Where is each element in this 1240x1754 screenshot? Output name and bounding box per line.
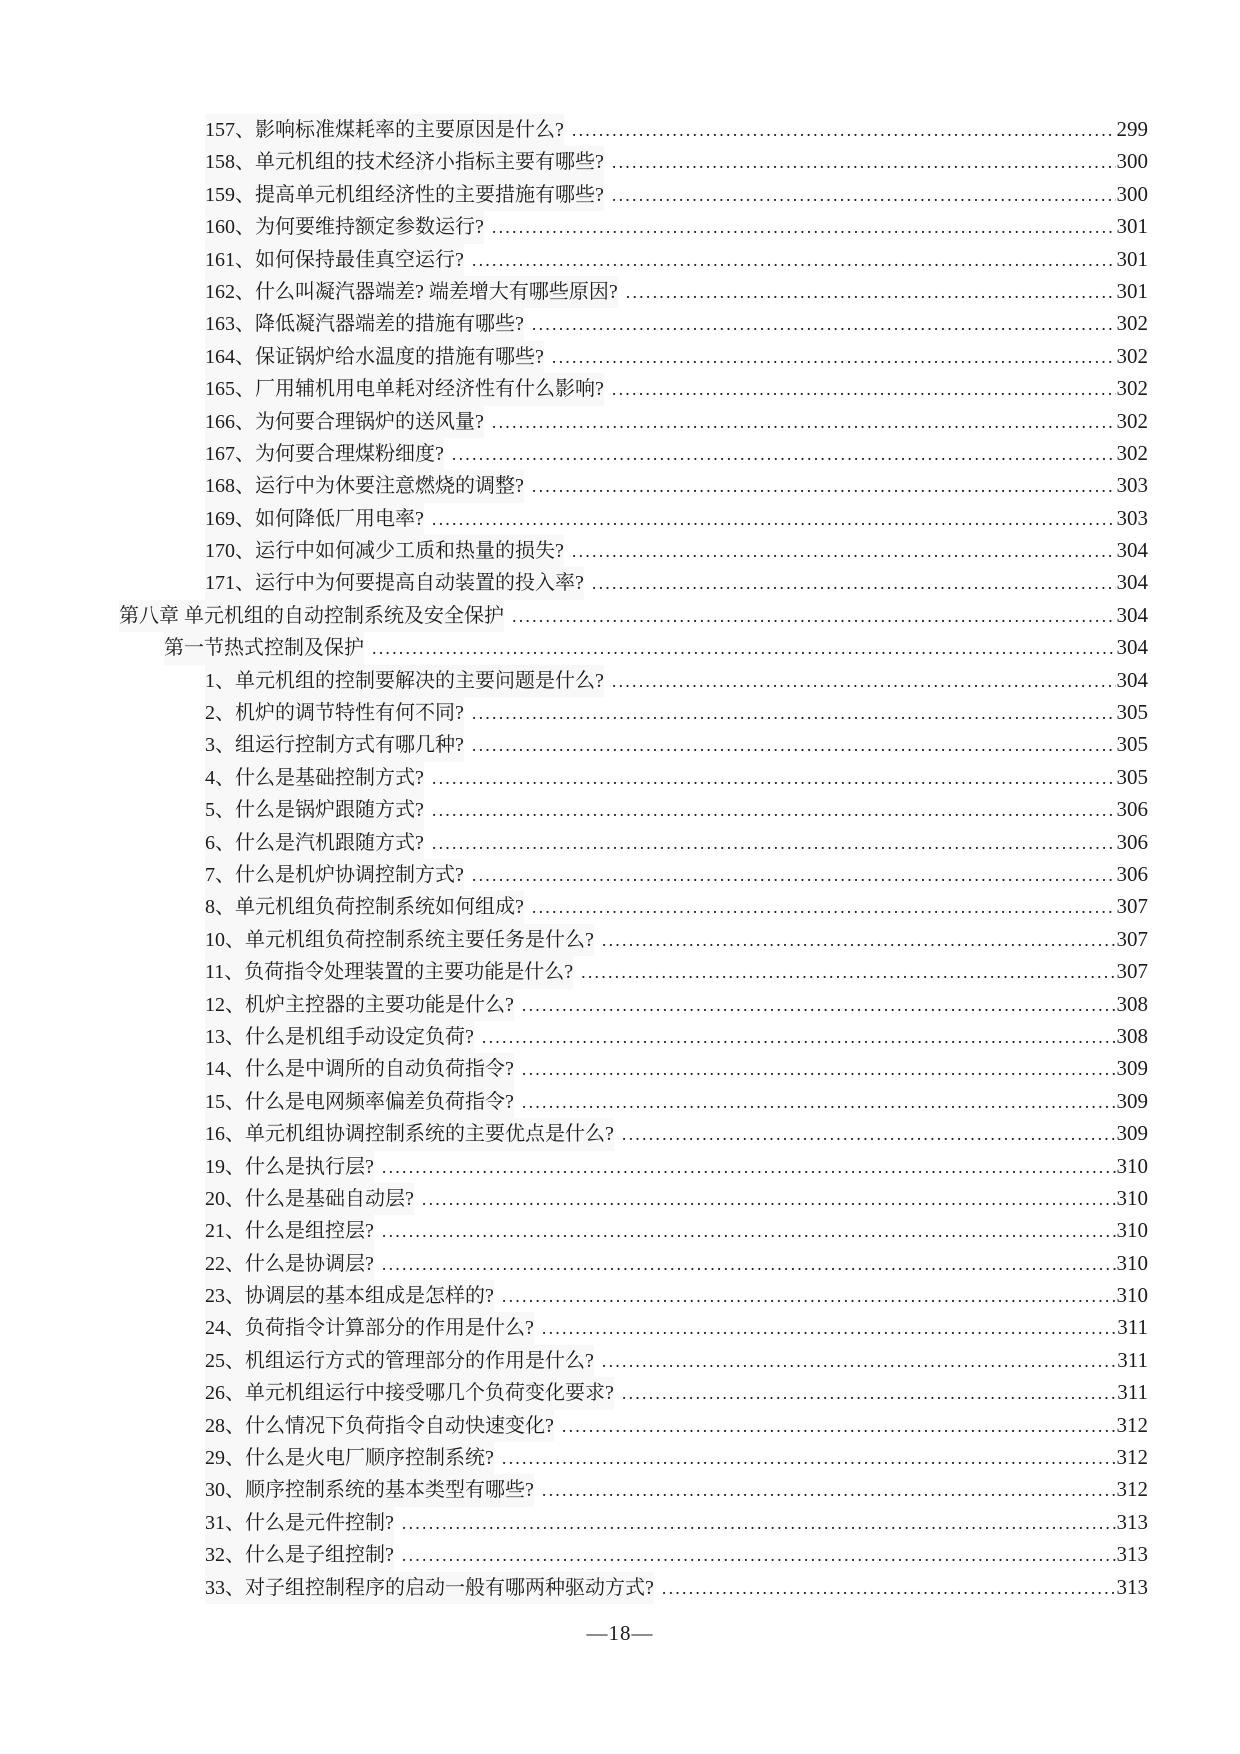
toc-entry-page: 308 — [1116, 1023, 1148, 1048]
toc-entry-label: 166、为何要合理锅炉的送风量? — [205, 406, 484, 438]
toc-entry-page: 305 — [1116, 700, 1148, 725]
toc-entry — [0, 761, 1148, 793]
toc-entry-page: 303 — [1116, 473, 1148, 498]
toc-entry — [0, 1150, 1148, 1182]
toc-entry-label: 170、运行中如何减少工质和热量的损失? — [205, 535, 564, 567]
toc-entry-page: 310 — [1116, 1250, 1148, 1275]
toc-entry-page: 309 — [1116, 1121, 1148, 1146]
toc-entry-page: 303 — [1116, 505, 1148, 530]
toc-entry-page: 301 — [1116, 214, 1148, 239]
toc-entry-label: 32、什么是子组控制? — [205, 1539, 394, 1571]
toc-entry — [0, 113, 1148, 145]
toc-entry — [0, 599, 1148, 631]
dot-leader — [464, 244, 1116, 276]
toc-entry-label: 29、什么是火电厂顺序控制系统? — [205, 1442, 494, 1474]
toc-entry — [0, 858, 1148, 890]
toc-entry-label: 13、什么是机组手动设定负荷? — [205, 1021, 474, 1053]
dot-leader — [424, 762, 1116, 794]
toc-entry-label: 165、厂用辅机用电单耗对经济性有什么影响? — [205, 373, 604, 405]
toc-entry — [0, 1182, 1148, 1214]
toc-entry-page: 313 — [1116, 1574, 1148, 1599]
toc-entry-label: 161、如何保持最佳真空运行? — [205, 244, 464, 276]
dot-leader — [464, 697, 1116, 729]
toc-entry — [0, 923, 1148, 955]
toc-entry — [0, 1473, 1148, 1505]
dot-leader — [444, 438, 1116, 470]
toc-entry-page: 304 — [1116, 667, 1148, 692]
toc-entry — [0, 1376, 1148, 1408]
dot-leader — [604, 373, 1116, 405]
toc-entry-page: 304 — [1116, 602, 1148, 627]
toc-entry — [0, 534, 1148, 566]
dot-leader — [514, 1086, 1116, 1118]
dot-leader — [594, 924, 1116, 956]
toc-entry-page: 312 — [1116, 1445, 1148, 1470]
dot-leader — [494, 1442, 1116, 1474]
dot-leader — [474, 1021, 1116, 1053]
dot-leader — [424, 794, 1116, 826]
toc-entry — [0, 955, 1148, 987]
toc-entry-page: 306 — [1116, 861, 1148, 886]
toc-entry-label: 169、如何降低厂用电率? — [205, 503, 424, 535]
toc-entry-page: 311 — [1117, 1380, 1148, 1405]
toc-entry — [0, 405, 1148, 437]
toc-entry-label: 171、运行中为何要提高自动装置的投入率? — [205, 567, 584, 599]
toc-entry-label: 14、什么是中调所的自动负荷指令? — [205, 1053, 514, 1085]
dot-leader — [524, 891, 1116, 923]
toc-entry-page: 299 — [1116, 117, 1148, 141]
toc-entry — [0, 1409, 1148, 1441]
toc-entry — [0, 340, 1148, 372]
toc-entry-label: 26、单元机组运行中接受哪几个负荷变化要求? — [205, 1377, 614, 1409]
dot-leader — [514, 1053, 1116, 1085]
toc-entry-label: 164、保证锅炉给水温度的措施有哪些? — [205, 341, 544, 373]
toc-entry-page: 310 — [1116, 1283, 1148, 1308]
toc-entry-page: 309 — [1116, 1088, 1148, 1113]
toc-entry — [0, 664, 1148, 696]
toc-entry-label: 8、单元机组负荷控制系统如何组成? — [205, 891, 524, 923]
toc-entry-label: 158、单元机组的技术经济小指标主要有哪些? — [205, 146, 604, 178]
toc-entry-label: 28、什么情况下负荷指令自动快速变化? — [205, 1410, 554, 1442]
toc-entry-label: 22、什么是协调层? — [205, 1248, 374, 1280]
page-number: —18— — [586, 1621, 654, 1645]
toc-entry-label: 第八章 单元机组的自动控制系统及安全保护 — [119, 600, 504, 632]
toc-entry — [0, 502, 1148, 534]
toc-entry-page: 304 — [1116, 538, 1148, 563]
dot-leader — [374, 1248, 1116, 1280]
dot-leader — [374, 1151, 1116, 1183]
toc-entry-page: 310 — [1116, 1153, 1148, 1178]
dot-leader — [484, 211, 1116, 243]
toc-entry — [0, 566, 1148, 598]
toc-entry-page: 313 — [1116, 1509, 1148, 1534]
toc-entry — [0, 145, 1148, 177]
dot-leader — [464, 729, 1116, 761]
toc-entry-page: 305 — [1116, 764, 1148, 789]
dot-leader — [514, 989, 1116, 1021]
toc-entry-label: 23、协调层的基本组成是怎样的? — [205, 1280, 494, 1312]
toc-entry — [0, 1571, 1148, 1603]
toc-entry — [0, 275, 1148, 307]
toc-entry-label: 15、什么是电网频率偏差负荷指令? — [205, 1086, 514, 1118]
toc-entry-label: 11、负荷指令处理装置的主要功能是什么? — [205, 956, 573, 988]
dot-leader — [573, 956, 1115, 988]
dot-leader — [374, 1215, 1116, 1247]
toc-entry — [0, 1020, 1148, 1052]
toc-entry — [0, 307, 1148, 339]
toc-entry — [0, 178, 1148, 210]
toc-entry-label: 5、什么是锅炉跟随方式? — [205, 794, 424, 826]
toc-entry-page: 302 — [1116, 311, 1148, 336]
page-footer — [0, 1617, 1240, 1649]
toc-entry-label: 160、为何要维持额定参数运行? — [205, 211, 484, 243]
toc-entry-page: 311 — [1117, 1347, 1148, 1372]
toc-entry-page: 304 — [1116, 635, 1148, 660]
dot-leader — [504, 600, 1116, 632]
toc-entry-label: 30、顺序控制系统的基本类型有哪些? — [205, 1474, 534, 1506]
toc-entry — [0, 1247, 1148, 1279]
dot-leader — [604, 146, 1116, 178]
toc-entry — [0, 696, 1148, 728]
toc-entry-label: 21、什么是组控层? — [205, 1215, 374, 1247]
toc-entry-label: 1、单元机组的控制要解决的主要问题是什么? — [205, 665, 604, 697]
toc-entry-label: 16、单元机组协调控制系统的主要优点是什么? — [205, 1118, 614, 1150]
toc-entry-label: 19、什么是执行层? — [205, 1151, 374, 1183]
toc-entry-page: 304 — [1116, 570, 1148, 595]
toc-entry-label: 167、为何要合理煤粉细度? — [205, 438, 444, 470]
dot-leader — [424, 503, 1116, 535]
toc-entry-page: 302 — [1116, 376, 1148, 401]
dot-leader — [604, 179, 1116, 211]
toc-entry-page: 310 — [1116, 1185, 1148, 1210]
dot-leader — [534, 1312, 1116, 1344]
dot-leader — [524, 470, 1116, 502]
toc-entry-label: 6、什么是汽机跟随方式? — [205, 827, 424, 859]
toc-entry-page: 302 — [1116, 440, 1148, 465]
toc-entry — [0, 1311, 1148, 1343]
toc-entry-label: 10、单元机组负荷控制系统主要任务是什么? — [205, 924, 594, 956]
toc-entry-page: 307 — [1116, 926, 1148, 951]
dot-leader — [494, 1280, 1116, 1312]
toc-entry — [0, 469, 1148, 501]
toc-entry — [0, 890, 1148, 922]
toc-entry-label: 20、什么是基础自动层? — [205, 1183, 414, 1215]
toc-entry-page: 307 — [1116, 894, 1148, 919]
dot-leader — [554, 1410, 1116, 1442]
toc-entry-page: 307 — [1116, 959, 1148, 984]
toc-entry-page: 309 — [1116, 1056, 1148, 1081]
toc-entry — [0, 1344, 1148, 1376]
toc-entry — [0, 988, 1148, 1020]
toc-entry — [0, 1441, 1148, 1473]
toc-entry-label: 159、提高单元机组经济性的主要措施有哪些? — [205, 179, 604, 211]
toc-entry — [0, 1085, 1148, 1117]
toc-entry-page: 300 — [1116, 149, 1148, 174]
dot-leader — [364, 632, 1116, 664]
dot-leader — [584, 567, 1116, 599]
toc-entry-page: 306 — [1116, 797, 1148, 822]
dot-leader — [614, 1377, 1116, 1409]
toc-entry-label: 163、降低凝汽器端差的措施有哪些? — [205, 308, 524, 340]
dot-leader — [594, 1345, 1116, 1377]
dot-leader — [654, 1572, 1116, 1604]
toc-entry — [0, 210, 1148, 242]
dot-leader — [604, 665, 1116, 697]
toc-entry — [0, 1538, 1148, 1570]
toc-entry-page: 306 — [1116, 829, 1148, 854]
dot-leader — [414, 1183, 1116, 1215]
toc-entry — [0, 826, 1148, 858]
dot-leader — [524, 308, 1116, 340]
toc-entry — [0, 1214, 1148, 1246]
toc-entry-label: 第一节热式控制及保护 — [164, 632, 364, 664]
dot-leader — [484, 406, 1116, 438]
toc-entry — [0, 1052, 1148, 1084]
toc-entry-label: 33、对子组控制程序的启动一般有哪两种驱动方式? — [205, 1572, 654, 1604]
dot-leader — [464, 859, 1116, 891]
toc-entry-label: 157、影响标准煤耗率的主要原因是什么? — [205, 114, 564, 146]
toc-entry-label: 24、负荷指令计算部分的作用是什么? — [205, 1312, 534, 1344]
dot-leader — [394, 1539, 1116, 1571]
dot-leader — [564, 535, 1116, 567]
dot-leader — [614, 1118, 1116, 1150]
dot-leader — [618, 276, 1116, 308]
toc-entry — [0, 728, 1148, 760]
toc-entry-page: 300 — [1116, 181, 1148, 206]
toc-entry — [0, 372, 1148, 404]
toc-entry-page: 302 — [1116, 343, 1148, 368]
dot-leader — [534, 1474, 1116, 1506]
toc-entry — [0, 243, 1148, 275]
toc-entry-page: 308 — [1116, 991, 1148, 1016]
toc-entry-label: 2、机炉的调节特性有何不同? — [205, 697, 464, 729]
toc-entry — [0, 631, 1148, 663]
toc-entry-page: 305 — [1116, 732, 1148, 757]
toc-entry — [0, 437, 1148, 469]
toc-entry-page: 311 — [1117, 1315, 1148, 1340]
toc-entry-label: 7、什么是机炉协调控制方式? — [205, 859, 464, 891]
toc-entry — [0, 1506, 1148, 1538]
toc-entry-label: 168、运行中为休要注意燃烧的调整? — [205, 470, 524, 502]
toc-entry-page: 301 — [1116, 246, 1148, 271]
toc-entry — [0, 793, 1148, 825]
toc-entry-label: 25、机组运行方式的管理部分的作用是什么? — [205, 1345, 594, 1377]
toc-entry — [0, 1117, 1148, 1149]
dot-leader — [544, 341, 1116, 373]
toc-entry-label: 162、什么叫凝汽器端差? 端差增大有哪些原因? — [205, 276, 618, 308]
dot-leader — [424, 827, 1116, 859]
toc-entry-page: 312 — [1116, 1477, 1148, 1502]
toc-entry-label: 4、什么是基础控制方式? — [205, 762, 424, 794]
toc-entry-page: 302 — [1116, 408, 1148, 433]
toc-entry-page: 310 — [1116, 1218, 1148, 1243]
toc-entry-page: 301 — [1116, 278, 1148, 303]
dot-leader — [564, 114, 1116, 146]
toc-entry — [0, 1279, 1148, 1311]
toc-entry-label: 3、组运行控制方式有哪几种? — [205, 729, 464, 761]
toc-entry-label: 31、什么是元件控制? — [205, 1507, 394, 1539]
table-of-contents — [0, 113, 1148, 1603]
dot-leader — [394, 1507, 1116, 1539]
toc-entry-page: 313 — [1116, 1542, 1148, 1567]
toc-entry-label: 12、机炉主控器的主要功能是什么? — [205, 989, 514, 1021]
toc-entry-page: 312 — [1116, 1412, 1148, 1437]
